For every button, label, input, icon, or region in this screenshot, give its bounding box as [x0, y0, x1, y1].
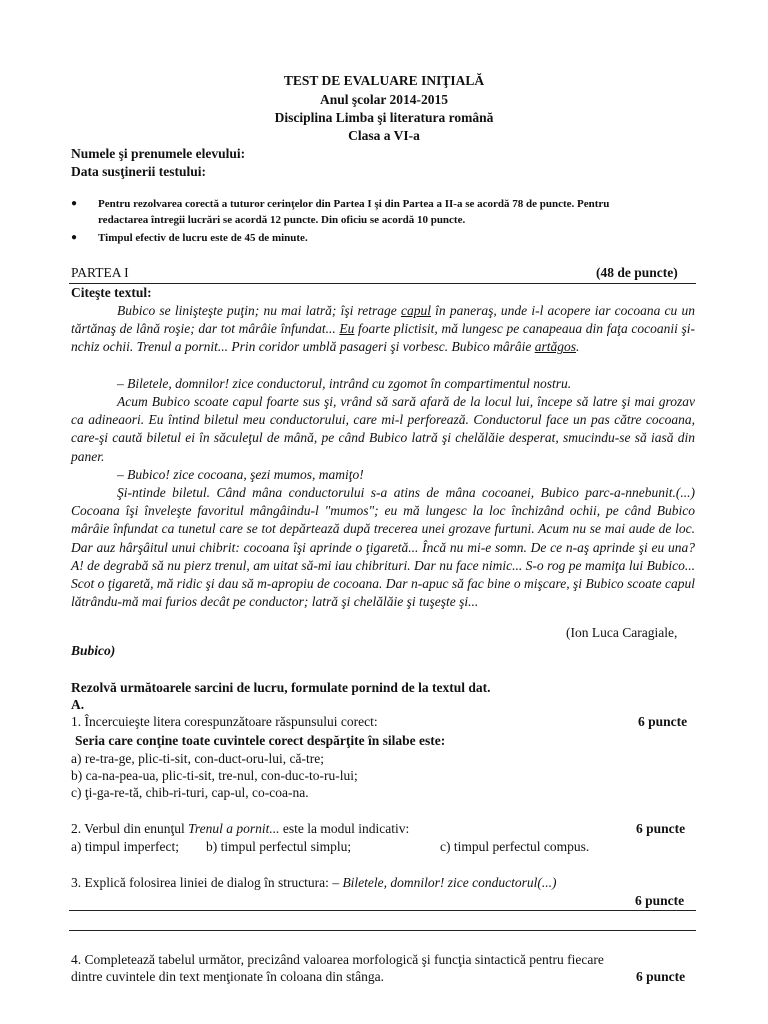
school-year: Anul şcolar 2014-2015 [319, 92, 448, 107]
passage-paragraph-5: Şi-ntinde biletul. Când mâna conductorului s-a atins de mâna cocoanei, Bubico parc-a-nnebunit.(...) Cocoana îşi înveleşte favoritul mângâindu-l "mumos"; eu mă lungesc la loc închizând ochii, pe când Bubico mârâie înfundat ca tunetul care se tot depărtează după trecerea unei grozave furtuni. Acum nu se mai aude de loc. Dar auz hârşâitul unui chibrit: cocoana îşi aprinde o ţigaretă... Încă nu mi-e somn. De ce n-aş aprinde şi eu una? A! de degrabă să nu pierz trenul, am uitat să-mi iau chibrituri. Dar nu face nimic... S-o rog pe mamiţa lui Bubico... Scot o ţigaretă, mă ridic şi dau să m-apropiu de cocoana. Dar n-apuc să fac bine o mişcare, şi Bubico scoate capul lătrându-mă mai furios decât pe conductor; latră şi chelălăie şi tuşeşte şi... [71, 485, 695, 610]
passage-paragraph-2: – Biletele, domnilor! zice conductorul, intrând cu zgomot în compartimentul nostru. [117, 376, 572, 391]
question-2-option-c[interactable]: c) timpul perfectul compus. [440, 839, 590, 854]
tasks-intro: Rezolvă următoarele sarcini de lucru, formulate pornind de la textul dat. [71, 680, 491, 695]
part-title: PARTEA I [71, 265, 129, 280]
passage-paragraph-3: Acum Bubico scoate capul foarte sus şi, vrând să sară afară de la locul lui, începe să latre şi mai grozav ca adineaori. Eu întind biletul meu conductorului, care mi-l perforează. Conductorul face un pas către cocoana, care-şi caută biletul ei în săculeţul de mână, pe când Bubico latră şi chelălăie desperat, smucindu-se să iasă din paner. [71, 394, 695, 464]
answer-line[interactable] [69, 930, 696, 931]
question-3-points: 6 puncte [635, 893, 685, 908]
instruction-line-1: Pentru rezolvarea corectă a tuturor cerinţelor din Partea I şi din Partea a II-a se acordă 78 de puncte. Pentru [98, 198, 610, 210]
test-title: TEST DE EVALUARE INIŢIALĂ [283, 73, 485, 88]
test-date-label: Data susţinerii testului: [71, 164, 206, 179]
passage-paragraph-4: – Bubico! zice cocoana, şezi mumos, mamiţo! [117, 467, 364, 482]
question-1: 1. Încercuieşte litera corespunzătoare răspunsului corect: [71, 714, 378, 729]
read-label: Citeşte textul: [71, 285, 152, 300]
question-1-points: 6 puncte [638, 714, 688, 729]
divider [69, 283, 696, 284]
question-2-points: 6 puncte [636, 821, 686, 836]
bullet-icon: ● [71, 232, 78, 243]
question-4-points: 6 puncte [636, 969, 686, 984]
question-4-line-2: dintre cuvintele din text menţionate în coloana din stânga. [71, 969, 385, 984]
class-level: Clasa a VI-a [348, 128, 420, 143]
bullet-icon: ● [71, 198, 78, 209]
question-4-line-1: 4. Completează tabelul următor, precizând valoarea morfologică şi funcţia sintactică pentru fiecare [71, 952, 604, 967]
instruction-line-3: Timpul efectiv de lucru este de 45 de minute. [98, 232, 308, 244]
passage-paragraph-1: Bubico se linişteşte puţin; nu mai latră; îşi retrage capul în paneraş, unde i-l acopere iar cocoana cu un tărtănaş de lână roşie; dar tot mârâie înfundat... Eu foarte plictisit, mă lungesc pe canapeaua din faţa cocoanii şi-nchiz ochii. Trenul a pornit... Prin coridor umblă pasageri şi vorbesc. Bubico mârâie artăgos. [71, 303, 696, 355]
source-title: Bubico) [71, 643, 116, 658]
source-author: (Ion Luca Caragiale, [566, 625, 678, 640]
part-points: (48 de puncte) [596, 265, 678, 280]
question-1-subtitle: Seria care conţine toate cuvintele corect despărţite în silabe este: [75, 733, 446, 748]
question-1-option-c[interactable]: c) ţi-ga-re-tă, chib-ri-turi, cap-ul, co-coa-na. [71, 785, 309, 800]
question-3: 3. Explică folosirea liniei de dialog în structura: – Biletele, domnilor! zice conductorul(...) [71, 875, 557, 890]
instruction-line-2: redactarea întregii lucrări se acordă 12 puncte. Din oficiu se acordă 10 puncte. [98, 214, 466, 226]
section-a-label: A. [71, 697, 85, 712]
student-name-label: Numele şi prenumele elevului: [71, 146, 246, 161]
discipline: Disciplina Limba şi literatura română [274, 110, 494, 125]
answer-line[interactable] [69, 910, 696, 911]
question-2: 2. Verbul din enunţul Trenul a pornit... este la modul indicativ: [71, 821, 410, 836]
question-1-option-b[interactable]: b) ca-na-pea-ua, plic-ti-sit, tre-nul, con-duc-to-ru-lui; [71, 768, 358, 783]
question-1-option-a[interactable]: a) re-tra-ge, plic-ti-sit, con-duct-oru-lui, că-tre; [71, 751, 324, 766]
question-2-option-b[interactable]: b) timpul perfectul simplu; [206, 839, 352, 854]
question-2-option-a[interactable]: a) timpul imperfect; [71, 839, 179, 854]
